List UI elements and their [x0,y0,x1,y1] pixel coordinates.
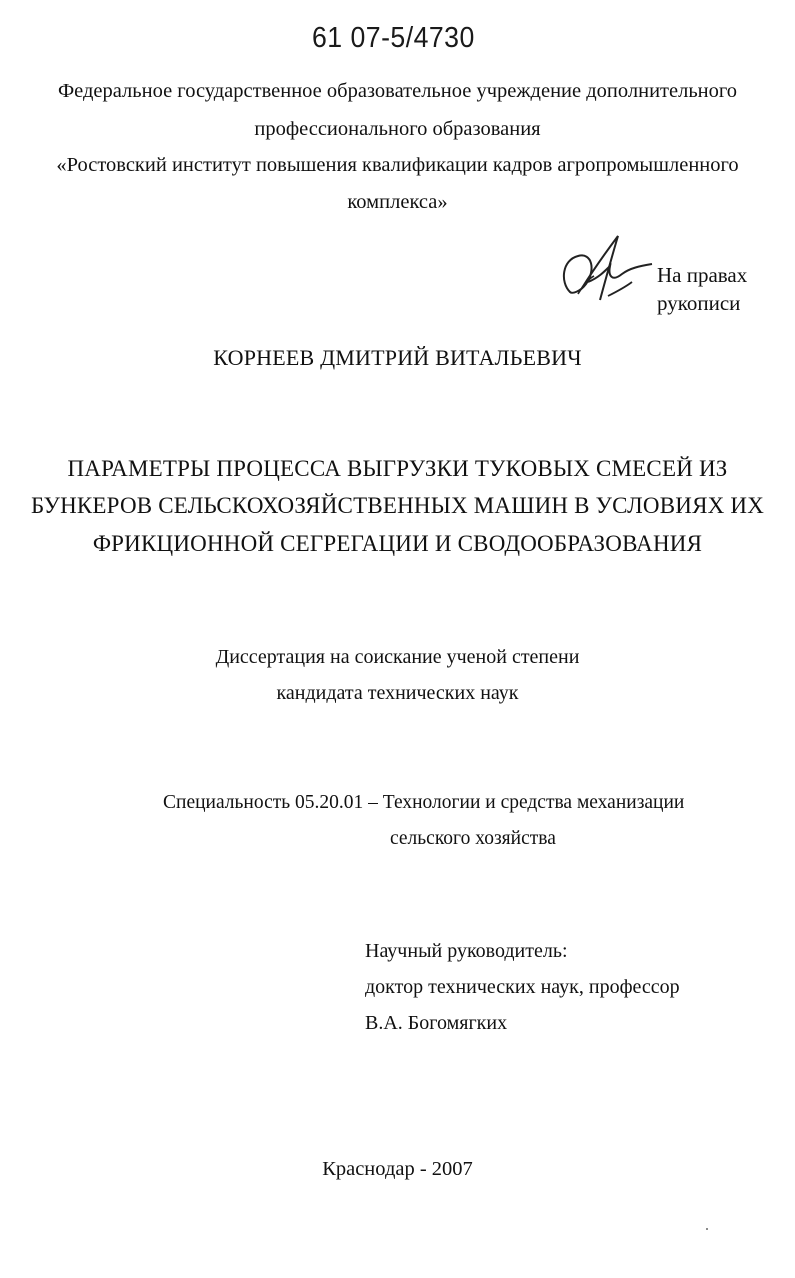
supervisor-label: Научный руководитель: [365,940,568,962]
supervisor-name: В.А. Богомягких [365,1012,508,1034]
place-and-year: Краснодар - 2007 [322,1158,473,1180]
scan-speck [706,1228,708,1230]
title-line-2: БУНКЕРОВ СЕЛЬСКОХОЗЯЙСТВЕННЫХ МАШИН В УСЛОВИЯХ ИХ [30,493,765,518]
title-line-3: ФРИКЦИОННОЙ СЕГРЕГАЦИИ И СВОДООБРАЗОВАНИЯ [92,531,703,556]
supervisor-degree: доктор технических наук, профессор [365,976,680,998]
institution-line-3: «Ростовский институт повышения квалификации кадров агропромышленного [56,154,739,176]
dissertation-line-2: кандидата технических наук [276,682,519,704]
specialty-line-2: сельского хозяйства [390,828,556,849]
handwritten-signature [548,222,658,312]
manuscript-rights-line-2: рукописи [657,291,741,315]
institution-line-1: Федеральное государственное образовательное учреждение дополнительного [57,80,738,102]
manuscript-rights-line-1: На правах [657,263,748,287]
registration-number: 61 07-5/4730 [312,22,475,54]
author-name: КОРНЕЕВ ДМИТРИЙ ВИТАЛЬЕВИЧ [213,345,582,370]
title-line-1: ПАРАМЕТРЫ ПРОЦЕССА ВЫГРУЗКИ ТУКОВЫХ СМЕСЕЙ ИЗ [67,456,728,481]
institution-line-4: комплекса» [347,191,448,213]
dissertation-line-1: Диссертация на соискание ученой степени [215,646,580,668]
institution-line-2: профессионального образования [254,118,541,140]
specialty-line-1: Специальность 05.20.01 – Технологии и средства механизации [163,792,685,813]
